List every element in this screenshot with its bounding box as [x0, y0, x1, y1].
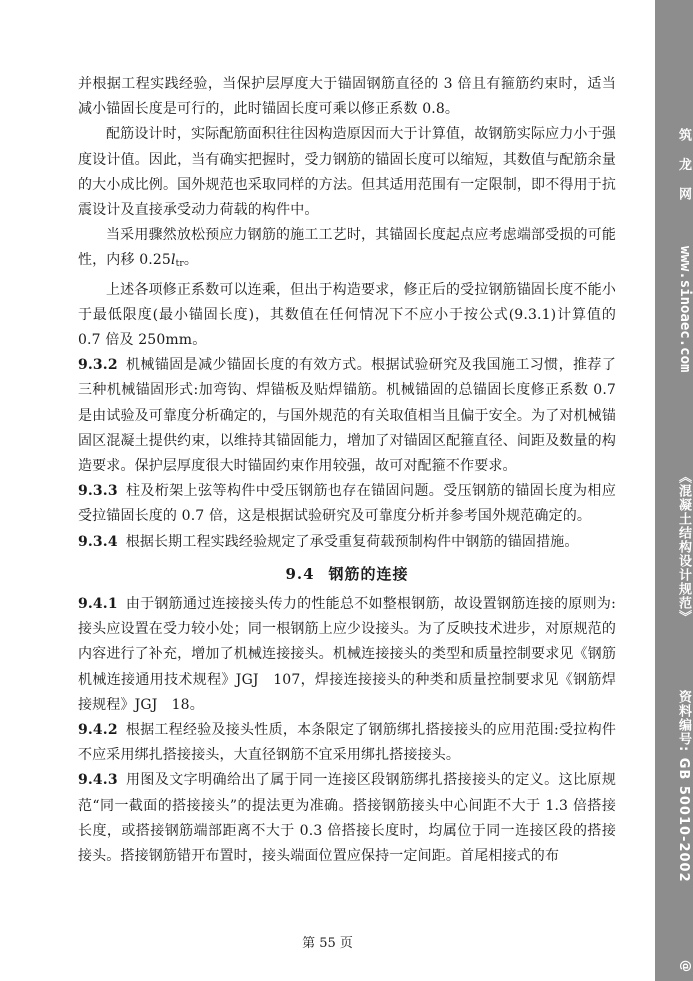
- ltr-symbol: l: [170, 252, 176, 269]
- clause-9-4-2: [78, 718, 616, 768]
- document-code: 资料编号: GB 50010-2002: [676, 690, 691, 883]
- body-text: [78, 72, 616, 869]
- clause-number: 9.3.2: [78, 357, 118, 374]
- section-heading: [78, 562, 616, 587]
- copyright-mark: @: [679, 960, 693, 973]
- clause-number: 9.4.1: [78, 596, 118, 613]
- site-url: www.sinoaec.com: [677, 246, 693, 373]
- book-title: 《混凝土结构设计规范》: [676, 470, 691, 624]
- clause-text: 用图及文字明确给出了属于同一连接区段钢筋绑扎搭接接头的定义。这比原规范“同一截面的搭接接头”的提法更为准确。搭接钢筋接头中心间距不大于 1.3 倍搭接长度，或搭接钢筋端部距离不大于 0.3 倍搭接长度时，均属位于同一连接区段的搭接接头。搭接钢筋错开布置时，接头端面位置应保持一定间距。首尾相接式的布: [78, 772, 616, 865]
- clause-number: 9.4.3: [78, 772, 118, 789]
- section-number: 9.4: [285, 564, 315, 583]
- clause-9-4-3: [78, 768, 616, 869]
- paragraph-4: 上述各项修正系数可以连乘，但出于构造要求，修正后的受拉钢筋锚固长度不能小于最低限度(最小锚固长度)，其数值在任何情况下不应小于按公式(9.3.1)计算值的 0.7 倍及 250mm。: [78, 281, 616, 349]
- clause-9-3-4: [78, 530, 616, 555]
- clause-text: 根据长期工程实践经验规定了承受重复荷载预制构件中钢筋的锚固措施。: [125, 533, 579, 550]
- clause-9-4-1: [78, 592, 616, 718]
- paragraph-2: 配筋设计时，实际配筋面积往往因构造原因而大于计算值，故钢筋实际应力小于强度设计值。因此，当有确实把握时，受力钢筋的锚固长度可以缩短，其数值与配筋余量的大小成比例。国外规范也采取同样的方法。但其适用范围有一定限制，即不得用于抗震设计及直接承受动力荷载的构件中。: [78, 126, 616, 219]
- clause-text: 柱及桁架上弦等构件中受压钢筋也存在锚固问题。受压钢筋的锚固长度为相应受拉锚固长度的 0.7 倍，这是根据试验研究及可靠度分析并参考国外规范确定的。: [78, 483, 616, 525]
- clause-9-3-2: [78, 353, 616, 479]
- paragraph-3: [78, 223, 616, 277]
- clause-text: 由于钢筋通过连接接头传力的性能总不如整根钢筋，故设置钢筋连接的原则为:接头应设置在受力较小处；同一根钢筋上应少设接头。为了反映技术进步，对原规范的内容进行了补充，增加了机械连接接头。机械连接接头的类型和质量控制要求见《钢筋机械连接通用技术规程》JGJ 107，焊接连接接头的种类和质量控制要求见《钢筋焊接规程》JGJ 18。: [78, 596, 616, 713]
- ltr-end: 。: [183, 252, 199, 269]
- clause-number: 9.3.3: [78, 483, 118, 500]
- clause-9-3-3: [78, 479, 616, 529]
- clause-text: 根据工程经验及接头性质，本条限定了钢筋绑扎搭接接头的应用范围:受拉构件不应采用绑扎搭接接头，大直径钢筋不宜采用绑扎搭接接头。: [78, 722, 616, 764]
- paragraph-3-text: 当采用骤然放松预应力钢筋的施工工艺时，其锚固长度起点应考虑端部受损的可能性，内移 0.25: [78, 227, 616, 269]
- sidebar-watermark: [655, 0, 693, 981]
- page-number: 第 55 页: [302, 936, 353, 951]
- ltr-subscript: tr: [175, 259, 184, 270]
- site-name: 筑 龙 网: [676, 128, 691, 207]
- clause-number: 9.3.4: [78, 533, 118, 550]
- paragraph-1: 并根据工程实践经验，当保护层厚度大于锚固钢筋直径的 3 倍且有箍筋约束时，适当减小锚固长度是可行的，此时锚固长度可乘以修正系数 0.8。: [78, 76, 616, 118]
- section-title: 钢筋的连接: [328, 564, 409, 583]
- clause-text: 机械锚固是减少锚固长度的有效方式。根据试验研究及我国施工习惯，推荐了三种机械锚固形式:加弯钩、焊锚板及贴焊锚筋。机械锚固的总锚固长度修正系数 0.7 是由试验及可靠度分析确定的，与国外规范的有关取值相当且偏于安全。为了对机械锚固区混凝土提供约束，以维持其锚固能力，增加了对锚固区配箍直径、间距及数量的构造要求。保护层厚度很大时锚固约束作用较强，故可对配箍不作要求。: [78, 357, 616, 475]
- clause-number: 9.4.2: [78, 722, 118, 739]
